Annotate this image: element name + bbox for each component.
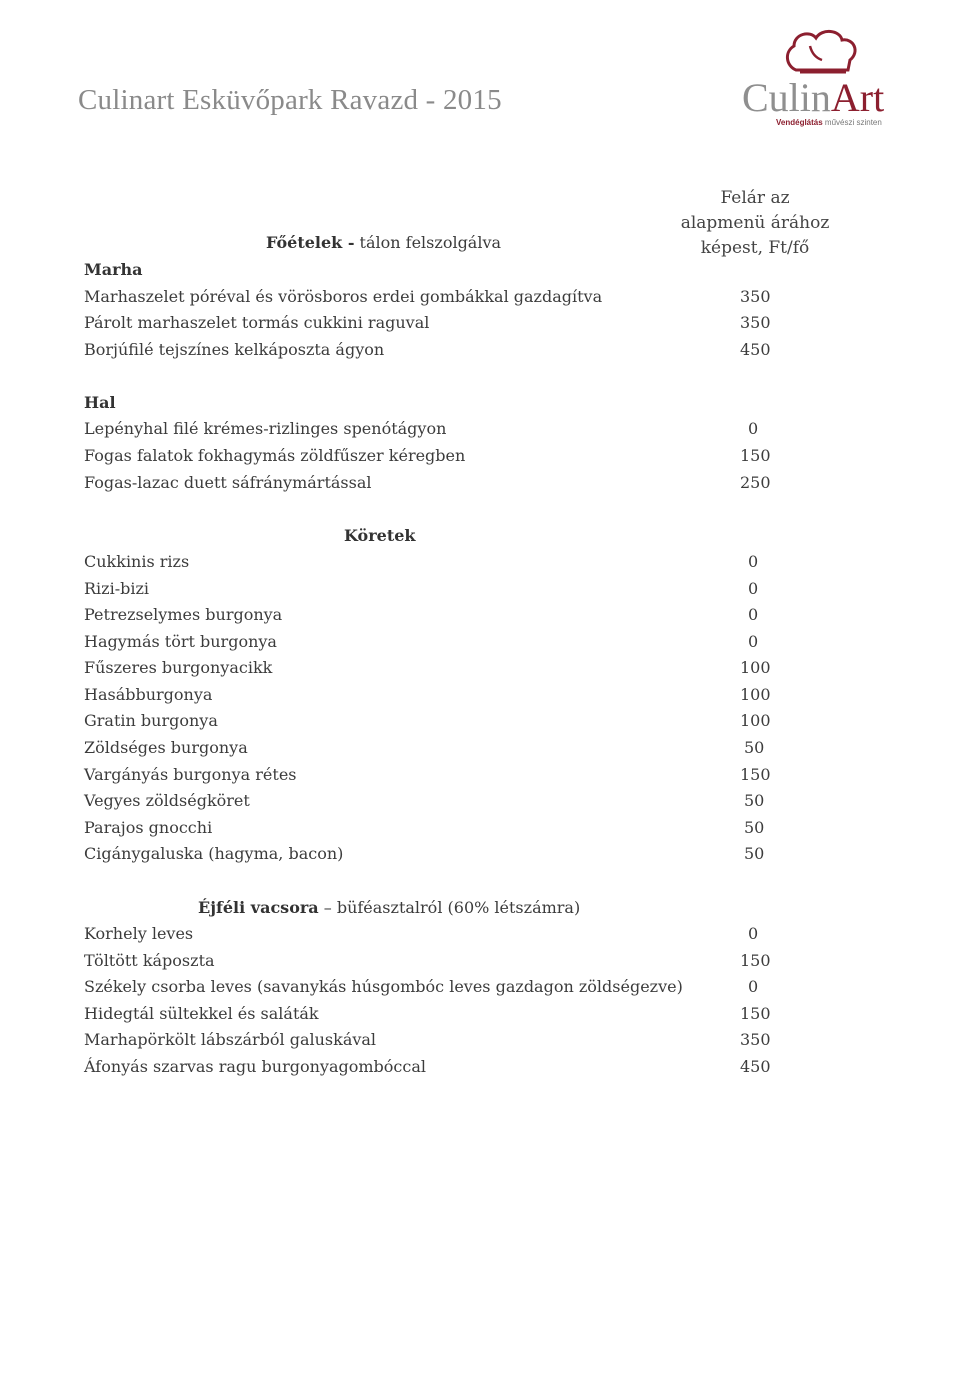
side-item: Cigánygaluska (hagyma, bacon) (84, 844, 344, 863)
side-item: Petrezselymes burgonya (84, 605, 283, 624)
culinart-logo (738, 26, 908, 134)
side-item-price: 50 (744, 791, 765, 810)
menu-item-price: 150 (740, 446, 771, 465)
menu-item-price: 0 (748, 419, 759, 438)
buffet-item: Töltött káposzta (84, 951, 215, 970)
menu-item: Borjúfilé tejszínes kelkáposzta ágyon (84, 340, 385, 359)
side-item: Cukkinis rizs (84, 552, 190, 571)
menu-item: Fogas-lazac duett sáfránymártással (84, 473, 372, 492)
menu-item-price: 450 (740, 340, 771, 359)
buffet-item-price: 350 (740, 1030, 771, 1049)
side-item: Parajos gnocchi (84, 818, 213, 837)
side-item-price: 100 (740, 711, 771, 730)
side-item-price: 0 (748, 579, 759, 598)
side-item-price: 0 (748, 552, 759, 571)
buffet-item: Hidegtál sültekkel és saláták (84, 1004, 319, 1023)
side-item-price: 50 (744, 818, 765, 837)
buffet-item-price: 150 (740, 1004, 771, 1023)
side-item-price: 150 (740, 765, 771, 784)
menu-item: Lepényhal filé krémes-rizlinges spenótágyon (84, 419, 447, 438)
side-item-price: 50 (744, 738, 765, 757)
side-item-price: 50 (744, 844, 765, 863)
side-item-price: 0 (748, 632, 759, 651)
buffet-item-price: 0 (748, 977, 759, 996)
price-note-line-1: Felár az (720, 188, 790, 208)
side-item: Rizi-bizi (84, 579, 150, 598)
buffet-item: Székely csorba leves (savanykás húsgombóc leves gazdagon zöldségezve) (84, 977, 683, 996)
side-item: Gratin burgonya (84, 711, 218, 730)
category-koretek: Köretek (344, 526, 416, 545)
buffet-item: Marhapörkölt lábszárból galuskával (84, 1030, 377, 1049)
side-item: Vargányás burgonya rétes (84, 765, 297, 784)
buffet-item: Áfonyás szarvas ragu burgonyagombóccal (84, 1057, 426, 1076)
menu-item: Párolt marhaszelet tormás cukkini raguval (84, 313, 430, 332)
logo-tagline: Vendéglátás művészi szinten (776, 118, 882, 127)
menu-item: Marhaszelet póréval és vörösboros erdei gombákkal gazdagítva (84, 287, 603, 306)
chef-hat-icon (782, 26, 862, 78)
page-title: Culinart Esküvőpark Ravazd - 2015 (78, 84, 502, 116)
side-item: Zöldséges burgonya (84, 738, 248, 757)
price-note-line-2: alapmenü árához (680, 213, 830, 233)
midnight-dinner-heading: Éjféli vacsora – büféasztalról (60% létszámra) (198, 898, 581, 917)
menu-item-price: 350 (740, 313, 771, 332)
side-item: Vegyes zöldségköret (84, 791, 250, 810)
buffet-item-price: 150 (740, 951, 771, 970)
side-item-price: 0 (748, 605, 759, 624)
menu-item-price: 350 (740, 287, 771, 306)
buffet-item-price: 450 (740, 1057, 771, 1076)
side-item: Hagymás tört burgonya (84, 632, 277, 651)
category-hal: Hal (84, 393, 116, 412)
buffet-item-price: 0 (748, 924, 759, 943)
side-item-price: 100 (740, 658, 771, 677)
main-courses-heading: Főételek - tálon felszolgálva (266, 233, 502, 252)
side-item-price: 100 (740, 685, 771, 704)
menu-item-price: 250 (740, 473, 771, 492)
buffet-item: Korhely leves (84, 924, 194, 943)
price-note-line-3: képest, Ft/fő (700, 238, 810, 258)
menu-item: Fogas falatok fokhagymás zöldfűszer kéregben (84, 446, 466, 465)
logo-wordmark: CulinArt (742, 75, 885, 120)
side-item: Fűszeres burgonyacikk (84, 658, 273, 677)
side-item: Hasábburgonya (84, 685, 213, 704)
price-column-header (670, 186, 840, 261)
category-marha: Marha (84, 260, 143, 279)
